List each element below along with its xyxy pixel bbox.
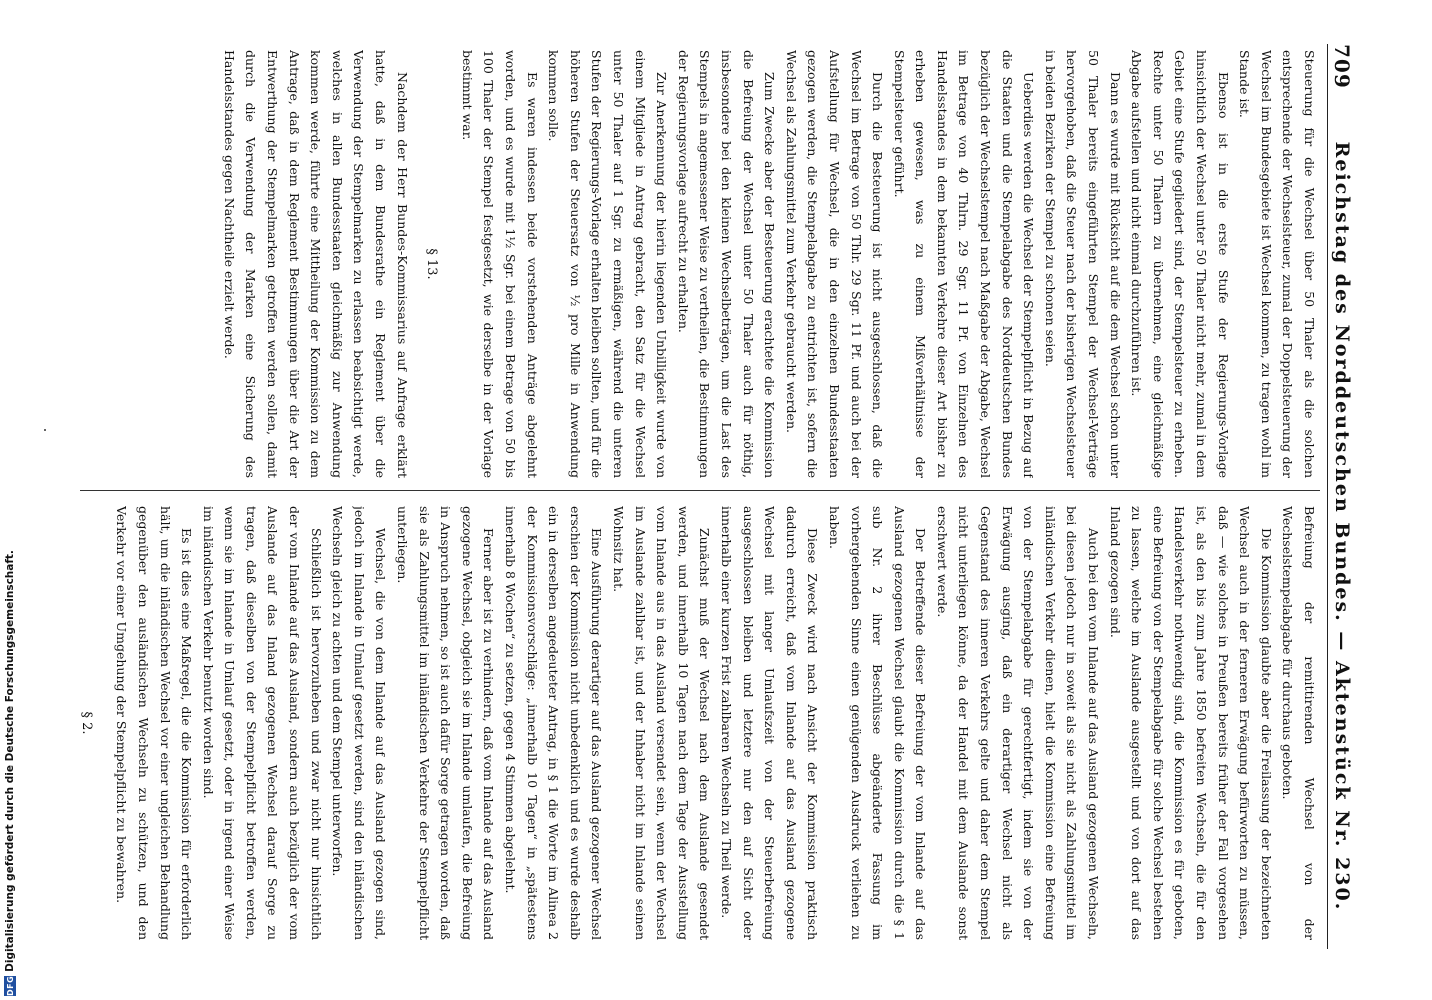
left-column-section-heading: § 13. (424, 248, 440, 280)
rotated-document-page (58, 44, 1358, 949)
right-column-paragraph: Zunächst muß der Wechsel nach dem Auslande gesendet werden, und innerhalb 10 Tagen nach dem Tage der Ausstellung vom Inlande aus in das Ausland versendet sein, wenn der Wechsel im Auslande zahlbar ist, und der Inhaber nicht im Inlande seinen Wohnsitz hat. (611, 506, 713, 940)
column-divider (80, 490, 1320, 491)
right-column-paragraph: Es ist dies eine Maßregel, die die Kommission für erforderlich hält, um die inländischen Wechsel vor einer ungleichen Behandlung gegenüber den ausländischen Wechseln zu schützen, und den Verkehr vor einer Umgehung der Stempelpflicht zu bewahren. (114, 506, 195, 940)
right-column-paragraph: Befreiung der remittirenden Wechsel von der Wechselstempelabgabe für durchaus geboten. (1280, 506, 1317, 940)
left-column-paragraph: Nachdem der Herr Bundes-Kommissarius auf Anfrage erklärt hatte, daß in dem Bundesrathe ein Reglement über die Verwendung der Stempelmarken zu erlassen beabsichtigt werde, welches in allen Bundesstaaten gleichmäßig zur Anwendung kommen werde, führte eine Mittheilung der Kommission zu dem Antrage, daß in dem Reglement Bestimmungen über die Art der Entwerthung der Stempelmarken getroffen werden sollen, damit durch die Verwendung der Marken eine Sicherung des Handelsstandes gegen Nachtheile erzielt werde. (221, 50, 410, 478)
left-column-paragraph: Es waren indessen beide vorstehenden Anträge abgelehnt worden, und es wurde mit 1½ Sgr. bei einem Betrage von 50 bis 100 Thaler der Stempel festgesetzt, wie derselbe in der Vorlage bestimmt war. (459, 50, 540, 478)
text-column-right (70, 506, 1320, 940)
page-number: 709 (1330, 44, 1354, 89)
left-column-paragraph: Ebenso ist in die erste Stufe der Regierungs-Vorlage hinsichtlich der Wechsel unter 50 Thaler nicht mehr, zumal in dem Gebiet eine Stufe gegliedert sind, der Stempelsteuer zu erheben. Rechte unter 50 Thalern zu übernehmen, eine gleichmäßige Abgabe aufstellen und nicht einmal durchzuführen ist. (1129, 50, 1231, 478)
left-column-paragraph: Zum Zwecke aber der Besteuerung erachtete die Kommission die Befreiung der Wechsel unter 50 Thaler auch für nöthig, insbesondere bei den kleinen Wechselbeträgen, um die Last des Stempels in angemessener Weise zu vertheilen, die Bestimmungen der Regierungsvorlage aufrecht zu erhalten. (675, 50, 778, 478)
right-column-section-heading: § 2. (78, 711, 94, 735)
right-column-paragraph: Wechsel, die von dem Inlande auf das Ausland gezogen sind, jedoch im Inlande in Umlauf gesetzt werden, sind den inländischen Wechseln gleich zu achten und dem Stempel unterworfen. (330, 506, 389, 940)
left-column-paragraph: Durch die Besteuerung ist nicht ausgeschlossen, daß die Wechsel im Betrage von 50 Thlr. 29 Sgr. 11 Pf. und auch bei der Aufstellung für Wechsel, die in den einzelnen Bundesstaaten gezogen werden, die Stempelabgabe zu entrichten ist, sofern die Wechsel als Zahlungsmittel zum Verkehr gebraucht werden. (783, 50, 886, 478)
right-column-paragraph: Schließlich ist hervorzuheben und zwar nicht nur hinsichtlich der vom Inlande auf das Ausland, sondern auch bezüglich der vom Auslande auf das Inland gezogenen Wechsel darauf Sorge zu tragen, daß dieselben von der Stempelpflicht betroffen werden, wenn sie im Inlande in Umlauf gesetzt, oder in irgend einer Weise im inländischen Verkehr benutzt worden sind. (200, 506, 324, 940)
right-column-paragraph: Ferner aber ist zu verhindern, daß vom Inlande auf das Ausland gezogene Wechsel, obgleich sie im Inlande umlaufen, die Befreiung in Anspruch nehmen, so ist auch dafür Sorge getragen worden, daß sie als Zahlungsmittel im inländischen Verkehre der Stempelpflicht unterliegen. (395, 506, 497, 940)
scan-speck (44, 429, 46, 431)
digitization-credit (2, 550, 18, 996)
dfg-logo: DFG (5, 975, 15, 996)
left-column-paragraph: Steuerung für die Wechsel über 50 Thaler als die solchen entsprechende der Wechselsteuer, zumal der Doppelsteuerung der Wechsel im Bundesgebiete ist Wechsel kommen, zu tragen wohl im Stande ist. (1237, 50, 1317, 478)
left-column-paragraph: Zur Anerkennung der hierin liegenden Unbilligkeit wurde von einem Mitgliede in Antrag gebracht, den Satz für die Wechsel unter 50 Thaler auf 1 Sgr. zu ermäßigen, während die unteren Stufen der Regierungs-Vorlage erhalten bleiben sollten, und für die höheren Stufen der Steuersatz von ½ pro Mille in Anwendung kommen solle. (546, 50, 670, 478)
text-column-left (70, 50, 1320, 478)
left-column-paragraph: Ueberdies werden die Wechsel der Stempelpflicht in Bezug auf die Staaten und die Stempelabgabe des Norddeutschen Bundes bezüglich der Wechselstempel nach Maßgabe der Abgabe, Wechsel im Betrage von 40 Thlrn. 29 Sgr. 11 Pf. von Einzelnen des Handelsstandes in dem bekannten Verkehre dieser Art bisher zu erheben gewesen, was zu einem Mißverhältnisse der Stempelsteuer geführt. (891, 50, 1037, 478)
left-column-paragraph: Dann es wurde mit Rücksicht auf die dem Wechsel schon unter 50 Thaler bereits eingeführten Stempel der Wechsel-Verträge hervorgehoben, daß die Steuer nach der bisherigen Wechselsteuer in beiden Bezirken der Stempel zu schonen seien. (1042, 50, 1123, 478)
right-column-paragraph: Auch bei den vom Inlande auf das Ausland gezogenen Wechseln, bei diesen jedoch nur in soweit als sie nicht als Zahlungsmittel im inländischen Verkehr dienen, hielt die Kommission eine Befreiung von der Stempelabgabe für gerechtfertigt, indem sie von der Erwägung ausging, daß ein derartiger Wechsel nicht als Gegenstand des inneren Verkehrs gelte und daher dem Stempel nicht unterliegen könne, da der Handel mit dem Auslande sonst erschwert werde. (934, 506, 1102, 940)
right-column-paragraph: Diese Zweck wird nach Ansicht der Kommission praktisch dadurch erreicht, daß vom Inlande auf das Ausland gezogene Wechsel mit langer Umlaufszeit von der Steuerbefreiung ausgeschlossen bleiben und letztere nur den auf Sicht oder innerhalb einer kurzen Frist zahlbaren Wechseln zu Theil werde. (718, 506, 821, 940)
running-title: Reichstag des Norddeutschen Bundes. — Aktenstück Nr. 230. (1331, 141, 1353, 912)
right-column-paragraph: Der Betreffende dieser Befreiung der vom Inlande auf das Ausland gezogenen Wechsel glaubt die Kommission durch die § 1 sub Nr. 2 ihrer Beschlüsse abgeänderte Fassung im vorhergehenden Sinne einen genügenden Ausdruck verliehen zu haben. (826, 506, 929, 940)
page-header (1327, 44, 1358, 949)
right-column-paragraph: Die Kommission glaubte aber die Freilassung der bezeichneten Wechsel auch in der ferneren Erwägung befürworten zu müssen, daß — wie solches in Preußen bereits früher der Fall vorgesehen ist, als den bis zum Jahre 1850 befreiten Wechseln, die für den Handelsverkehr nothwendig sind, die Kommission es für geboten, eine Befreiung von der Stempelabgabe für solche Wechsel bestehen zu lassen, welche im Auslande ausgestellt und von dort auf das Inland gezogen sind. (1107, 506, 1274, 940)
right-column-paragraph: Eine Ausführung derartiger auf das Ausland gezogener Wechsel erschien der Kommission nicht unbedenklich und es wurde deshalb ein in derselben angedeuteter Antrag, in § 1 die Worte im Alinea 2 der Kommissionsvorschläge: „innerhalb 10 Tagen“ in „spätestens innerhalb 8 Wochen“ zu setzen, gegen 4 Stimmen abgelehnt. (503, 506, 605, 940)
credit-text: Digitalisierung gefördert durch die Deutsche Forschungsgemeinschaft. (4, 550, 16, 972)
